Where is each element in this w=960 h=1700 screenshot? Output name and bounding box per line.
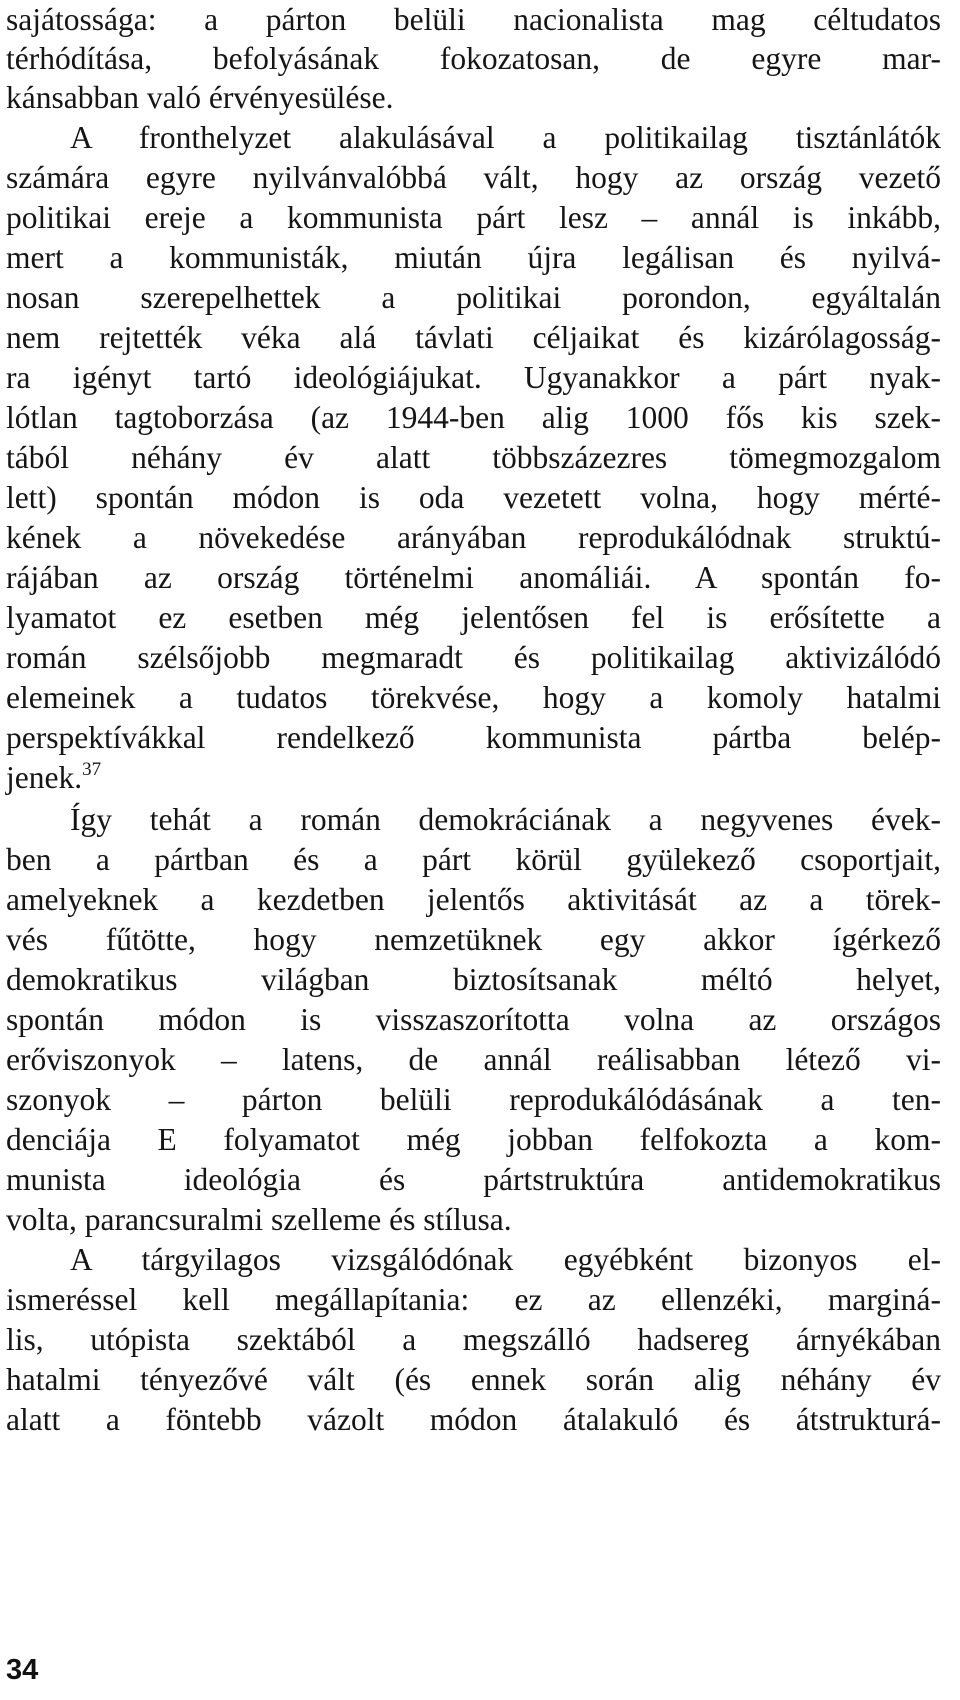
text-line: kánsabban való érvényesülése. — [6, 80, 394, 115]
text-line: spontán módon is visszaszorította volna az országos — [6, 1002, 941, 1037]
text-line: alatt a föntebb vázolt módon átalakuló és átstrukturá- — [6, 1402, 941, 1437]
text-line: ben a pártban és a párt körül gyülekező csoportjait, — [6, 842, 941, 877]
text-line-content: jenek. — [6, 760, 83, 795]
text-line: lyamatot ez esetben még jelentősen fel is erősítette a — [6, 600, 941, 635]
text-line: tából néhány év alatt többszázezres tömegmozgalom — [6, 440, 941, 475]
text-line: erőviszonyok – latens, de annál reálisabban létező vi- — [6, 1042, 941, 1077]
text-line: nosan szerepelhettek a politikai porondon, egyáltalán — [6, 280, 941, 315]
text-line: amelyeknek a kezdetben jelentős aktivitását az a törek- — [6, 882, 941, 917]
text-line: sajátossága: a párton belüli nacionalista mag céltudatos — [6, 2, 941, 37]
text-line: munista ideológia és pártstruktúra antidemokratikus — [6, 1162, 941, 1197]
text-line: volta, parancsuralmi szelleme és stílusa. — [6, 1202, 512, 1237]
page-number: 34 — [6, 1654, 39, 1686]
text-line: rájában az ország történelmi anomáliái. A spontán fo- — [6, 560, 941, 595]
text-line: denciája E folyamatot még jobban felfokozta a kom- — [6, 1122, 941, 1157]
text-line: politikai ereje a kommunista párt lesz – annál is inkább, — [6, 200, 941, 235]
text-line: ra igényt tartó ideológiájukat. Ugyanakkor a párt nyak- — [6, 360, 941, 395]
text-line: demokratikus világban biztosítsanak méltó helyet, — [6, 962, 941, 997]
text-line: lett) spontán módon is oda vezetett volna, hogy mérté- — [6, 480, 941, 515]
text-line — [6, 758, 941, 798]
text-line: Így tehát a román demokráciának a negyvenes évek- — [70, 802, 941, 837]
text-line: mert a kommunisták, miután újra legálisan és nyilvá- — [6, 240, 941, 275]
footnote-reference: 37 — [82, 759, 102, 780]
text-line: elemeinek a tudatos törekvése, hogy a komoly hatalmi — [6, 680, 941, 715]
text-line: perspektívákkal rendelkező kommunista pártba belép- — [6, 720, 941, 755]
text-line: hatalmi tényezővé vált (és ennek során alig néhány év — [6, 1362, 941, 1397]
text-line: térhódítása, befolyásának fokozatosan, de egyre mar- — [6, 41, 941, 76]
text-line: szonyok – párton belüli reprodukálódásának a ten- — [6, 1082, 941, 1117]
text-line: lótlan tagtoborzása (az 1944-ben alig 1000 fős kis szek- — [6, 400, 941, 435]
text-line: A fronthelyzet alakulásával a politikailag tisztánlátók — [70, 120, 941, 155]
text-line: lis, utópista szektából a megszálló hadsereg árnyékában — [6, 1322, 941, 1357]
text-line: A tárgyilagos vizsgálódónak egyébként bizonyos el- — [70, 1242, 941, 1277]
text-line: ismeréssel kell megállapítania: ez az ellenzéki, marginá- — [6, 1282, 941, 1317]
text-line: számára egyre nyilvánvalóbbá vált, hogy az ország vezető — [6, 160, 941, 195]
text-line: román szélsőjobb megmaradt és politikailag aktivizálódó — [6, 640, 941, 675]
text-line: nem rejtették véka alá távlati céljaikat és kizárólagosság- — [6, 320, 941, 355]
text-line: vés fűtötte, hogy nemzetüknek egy akkor ígérkező — [6, 922, 941, 957]
text-line: kének a növekedése arányában reprodukálódnak struktú- — [6, 520, 941, 555]
